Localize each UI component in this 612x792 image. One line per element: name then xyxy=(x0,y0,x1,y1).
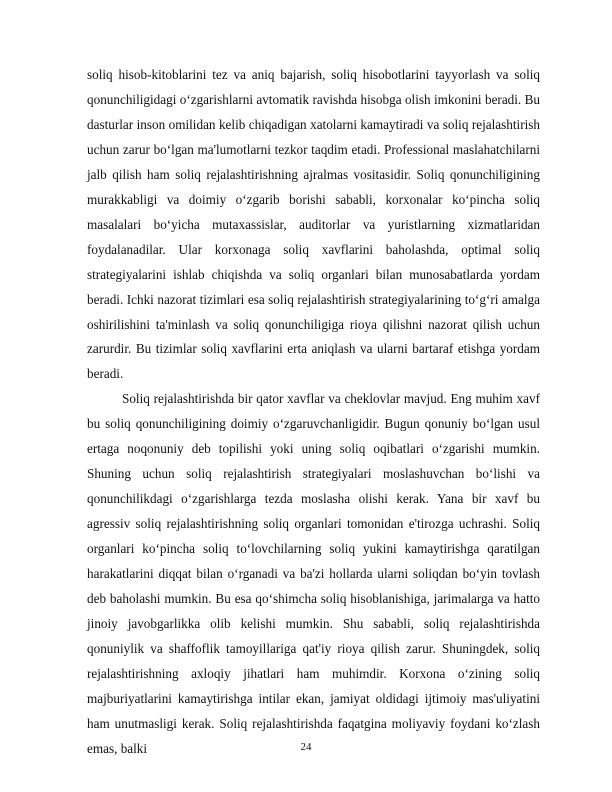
page-number: 24 xyxy=(300,741,312,753)
document-body xyxy=(87,63,540,762)
paragraph-1: soliq hisob-kitoblarini tez va aniq bajarish, soliq hisobotlarini tayyorlash va soliq qonunchiligidagi o‘zgarishlarni avtomatik ravishda hisobga olish imkonini beradi. Bu dasturlar inson omilidan kelib chiqadigan xatolarni kamaytiradi va soliq rejalashtirish uchun zarur bo‘lgan ma'lumotlarni tezkor taqdim etadi. Professional maslahatchilarni jalb qilish ham soliq rejalashtirishning ajralmas vositasidir. Soliq qonunchiligining murakkabligi va doimiy o‘zgarib borishi sababli, korxonalar ko‘pincha soliq masalalari bo‘yicha mutaxassislar, auditorlar va yuristlarning xizmatlaridan foydalanadilar. Ular korxonaga soliq xavflarini baholashda, optimal soliq strategiyalarini ishlab chiqishda va soliq organlari bilan munosabatlarda yordam beradi. Ichki nazorat tizimlari esa soliq rejalashtirish strategiyalarining to‘g‘ri amalga oshirilishini ta'minlash va soliq qonunchiligiga rioya qilishni nazorat qilish uchun zarurdir. Bu tizimlar soliq xavflarini erta aniqlash va ularni bartaraf etishga yordam beradi. xyxy=(87,67,540,382)
paragraph-2: Soliq rejalashtirishda bir qator xavflar va cheklovlar mavjud. Eng muhim xavf bu soliq qonunchiligining doimiy o‘zgaruvchanligidir. Bugun qonuniy bo‘lgan usul ertaga noqonuniy deb topilishi yoki uning soliq oqibatlari o‘zgarishi mumkin. Shuning uchun soliq rejalashtirish strategiyalari moslashuvchan bo‘lishi va qonunchilikdagi o‘zgarishlarga tezda moslasha olishi kerak. Yana bir xavf bu agressiv soliq rejalashtirishning soliq organlari tomonidan e'tirozga uchrashi. Soliq organlari ko‘pincha soliq to‘lovchilarning soliq yukini kamaytirishga qaratilgan harakatlarini diqqat bilan o‘rganadi va ba'zi hollarda ularni soliqdan bo‘yin tovlash deb baholashi mumkin. Bu esa qo‘shimcha soliq hisoblanishiga, jarimalarga va hatto jinoiy javobgarlikka olib kelishi mumkin. Shu sababli, soliq rejalashtirishda qonuniylik va shaffoflik tamoyillariga qat'iy rioya qilish zarur. Shuningdek, soliq rejalashtirishning axloqiy jihatlari ham muhimdir. Korxona o‘zining soliq majburiyatlarini kamaytirishga intilar ekan, jamiyat oldidagi ijtimoiy mas'uliyatini ham unutmasligi kerak. Soliq rejalashtirishda faqatgina moliyaviy foydani ko‘zlash emas, balki xyxy=(87,391,540,756)
